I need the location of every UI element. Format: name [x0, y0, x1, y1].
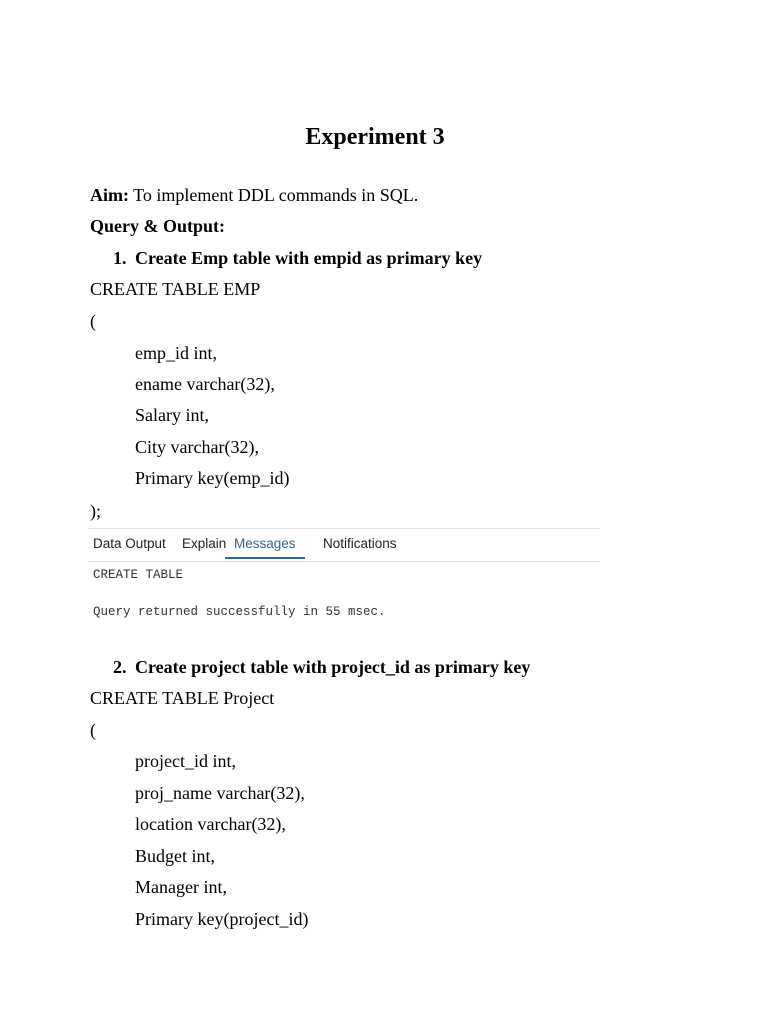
- message-line: Query returned successfully in 55 msec.: [93, 605, 386, 619]
- step-1-column: emp_id int,: [135, 343, 217, 363]
- step-2-number: 2.: [113, 657, 127, 677]
- step-1-column: ename varchar(32),: [135, 374, 275, 394]
- step-1-column: Primary key(emp_id): [135, 468, 290, 488]
- query-output-panel: [88, 528, 600, 628]
- step-2-statement: CREATE TABLE Project: [90, 688, 275, 708]
- tab-data-output[interactable]: Data Output: [93, 536, 166, 551]
- step-2-column: Primary key(project_id): [135, 909, 309, 929]
- aim-label: Aim:: [90, 185, 129, 205]
- aim-text: To implement DDL commands in SQL.: [129, 185, 419, 205]
- step-2-column: proj_name varchar(32),: [135, 783, 305, 803]
- tab-notifications[interactable]: Notifications: [323, 536, 397, 551]
- step-1-statement: CREATE TABLE EMP: [90, 279, 261, 299]
- step-2-column: project_id int,: [135, 751, 236, 771]
- step-2-column: Budget int,: [135, 846, 215, 866]
- step-2-heading: [113, 656, 530, 678]
- output-tabs: [88, 528, 600, 562]
- step-1-close: );: [90, 501, 101, 521]
- step-1-column: City varchar(32),: [135, 437, 259, 457]
- step-1-heading-text: Create Emp table with empid as primary key: [135, 248, 483, 268]
- step-2-open-paren: (: [90, 720, 96, 740]
- step-1-open-paren: (: [90, 311, 96, 331]
- tab-messages[interactable]: Messages: [225, 536, 305, 559]
- step-1-number: 1.: [113, 248, 127, 268]
- query-output-label: Query & Output:: [90, 216, 225, 236]
- aim-line: [90, 184, 418, 206]
- step-2-heading-text: Create project table with project_id as primary key: [135, 657, 531, 677]
- step-1-column: Salary int,: [135, 405, 209, 425]
- page-title: Experiment 3: [305, 124, 445, 150]
- message-line: CREATE TABLE: [93, 568, 184, 582]
- tab-explain[interactable]: Explain: [182, 536, 227, 551]
- step-1-heading: [113, 247, 482, 269]
- step-2-column: Manager int,: [135, 877, 227, 897]
- step-2-column: location varchar(32),: [135, 814, 286, 834]
